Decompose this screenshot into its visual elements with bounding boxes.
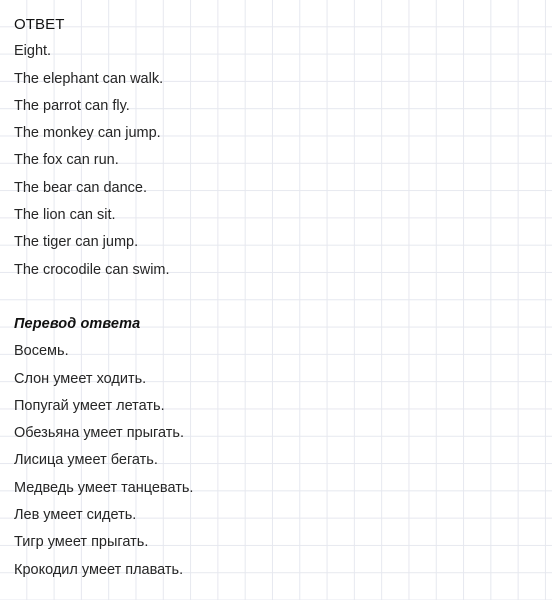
answer-heading: ОТВЕТ xyxy=(14,16,65,33)
translation-line: Медведь умеет танцевать. xyxy=(14,479,194,496)
answer-line: The fox can run. xyxy=(14,152,119,169)
answer-line: The bear can dance. xyxy=(14,179,148,196)
answer-line: Eight. xyxy=(14,43,52,60)
translation-section xyxy=(14,311,193,584)
answer-line: The monkey can jump. xyxy=(14,125,161,142)
translation-line: Попугай умеет летать. xyxy=(14,397,165,414)
translation-line: Слон умеет ходить. xyxy=(14,370,147,387)
answer-section xyxy=(14,11,170,284)
answer-line: The tiger can jump. xyxy=(14,234,139,251)
answer-line: The parrot can fly. xyxy=(14,97,130,114)
translation-line: Лисица умеет бегать. xyxy=(14,452,158,469)
answer-line: The lion can sit. xyxy=(14,207,116,224)
answer-line: The elephant can walk. xyxy=(14,70,164,87)
translation-heading: Перевод ответа xyxy=(14,316,141,332)
answer-line: The crocodile can swim. xyxy=(14,261,170,278)
translation-line: Тигр умеет прыгать. xyxy=(14,534,149,551)
translation-line: Крокодил умеет плавать. xyxy=(14,561,184,578)
translation-line: Обезьяна умеет прыгать. xyxy=(14,425,184,442)
translation-line: Лев умеет сидеть. xyxy=(14,507,137,524)
translation-line: Восемь. xyxy=(14,343,69,360)
